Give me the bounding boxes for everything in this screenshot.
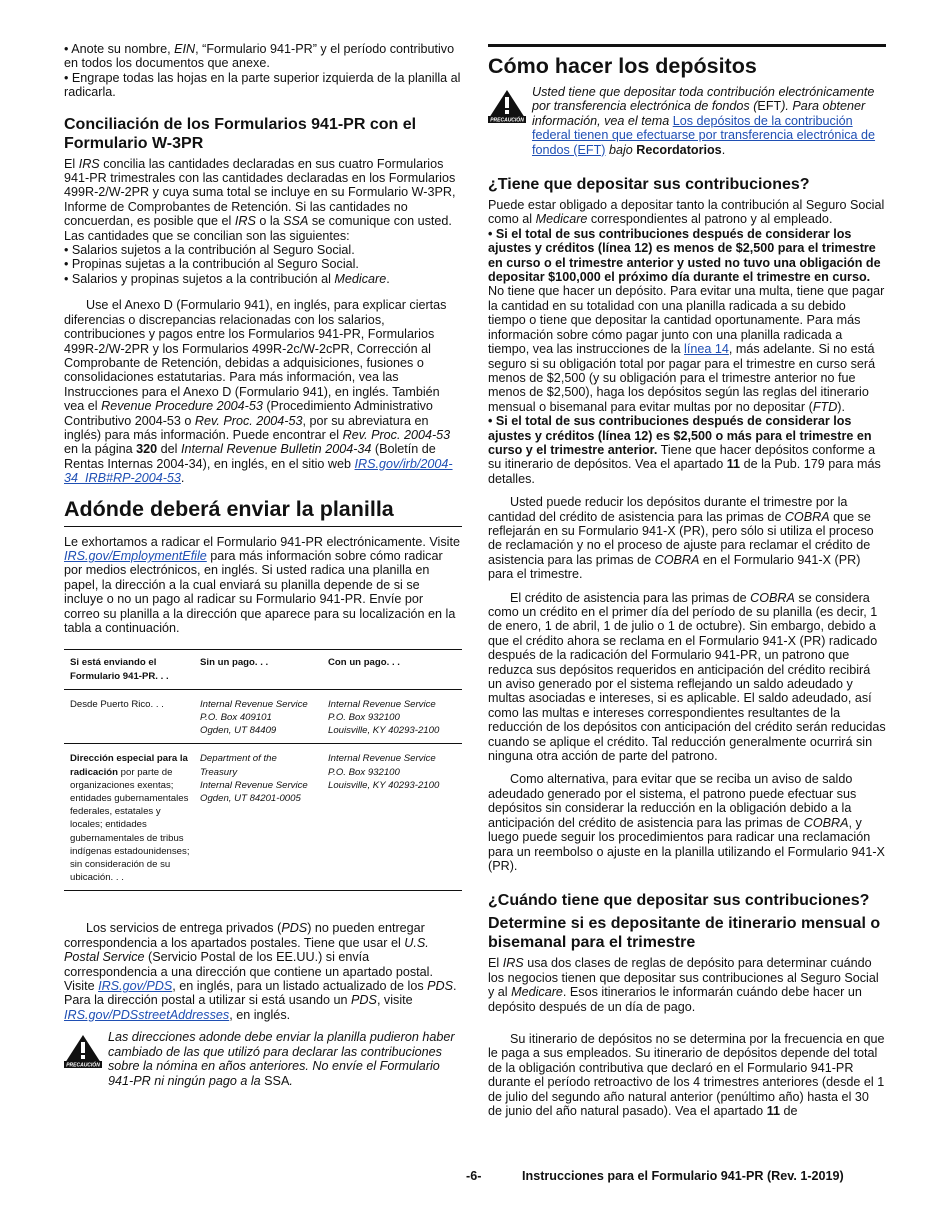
paragraph-adonde: Le exhortamos a radicar el Formulario 941-PR electrónicamente. Visite IRS.gov/EmploymentEfile para más información sobre cómo radicar por medios electrónicos, en inglés. Si usted radica una planilla en papel, la dirección a la cual enviará su planilla depende de si se incluye o no un pago al radicar su Formulario 941-PR. Envíe por correo su planilla a la dirección que aparece para su localización en la tabla a continuación. bbox=[64, 534, 460, 635]
heading-conciliacion: Conciliación de los Formularios 941-PR con el Formulario W-3PR bbox=[64, 115, 417, 152]
paragraph-pds: Los servicios de entrega privados (PDS) no pueden entregar correspondencia a los apartados postales. Tiene que usar el U.S. Postal Service (Servicio Postal de los EE.UU.) si envía correspondencia a una dirección que contiene un apartado postal. Visite IRS.gov/PDS, en inglés, para un listado actualizado de los PDS. Para la dirección postal a utilizar si está usando un PDS, visite IRS.gov/PDSstreetAddresses, en inglés. bbox=[64, 921, 457, 1022]
bullet-propinas: • Propinas sujetas a la contribución al Seguro Social. bbox=[64, 257, 359, 272]
paragraph-cobra-alternativa: Como alternativa, para evitar que se reciba un aviso de saldo adeudado generado por el sistema, el patrono puede efectuar sus depósitos sin considerar la reducción en la obligación debido a la anticipación del crédito de asistencia para las primas de COBRA, y luego puede seguir los procedimientos para radicar una reclamación para un reembolso o ajuste en la planilla utilizando el Formulario 941-X (PR). bbox=[488, 772, 885, 873]
bullet-salarios: • Salarios sujetos a la contribución al Seguro Social. bbox=[64, 243, 355, 258]
heading-determine-itinerario: Determine si es depositante de itinerario mensual o bisemanal para el trimestre bbox=[488, 915, 881, 952]
link-pds[interactable]: IRS.gov/PDS bbox=[98, 979, 173, 994]
cell-location: Dirección especial para la radicación por parte de organizaciones exentas; entidades gubernamentales federales, estatales y locales; entidades gubernamentales de tribus indígenas estadounidenses; sin consideración de su ubicación. . . bbox=[64, 744, 194, 891]
bullet-staple: • Engrape todas las hojas en la parte superior izquierda de la planilla al radicarla. bbox=[64, 70, 461, 100]
cell-location: Desde Puerto Rico. . . bbox=[64, 689, 194, 744]
table-header-with-payment: Con un pago. . . bbox=[322, 650, 462, 689]
caution-icon bbox=[64, 1034, 102, 1068]
paragraph-itinerario: Su itinerario de depósitos no se determina por la frecuencia en que le paga a sus empleados. Su itinerario de depósitos depende del total de la obligación contributiva que declaró en el Formulario 941-PR durante el período retroactivo de los 4 trimestres anteriores (desde el 1 de julio del segundo año natural anterior (penúltimo año) hasta el 30 de junio del año natural pasado). Vea el apartado 11 de bbox=[488, 1031, 885, 1118]
page-number: -6- bbox=[466, 1169, 482, 1183]
caution-icon-label: PRECAUCIÓN bbox=[66, 1062, 100, 1069]
paragraph-conciliacion: El IRS concilia las cantidades declaradas en sus cuatro Formularios 941-PR trimestrales con las cantidades declaradas en los Formularios 499R-2/W-2PR y cuya suma total se incluye en su Formulario W-3PR, Informe de Comprobantes de Retención. Si las cantidades no concuerdan, es posible que el IRS o la SSA se comunique con usted. Las cantidades que se concilian son las siguientes: bbox=[64, 156, 456, 243]
bullet-2500-o-mas: • Si el total de sus contribuciones después de considerar los ajustes y créditos (línea 12) es $2,500 o más para el trimestre en curso y el trimestre anterior. Tiene que hacer depósitos conforme a su itinerario de depósitos. Vea el apartado 11 de la Pub. 179 para más detalles. bbox=[488, 414, 881, 486]
bullet-salarios-propinas: • Salarios y propinas sujetos a la contribución al Medicare. bbox=[64, 271, 390, 286]
cell-address-with-payment: Internal Revenue Service P.O. Box 932100 Louisville, KY 40293-2100 bbox=[322, 689, 462, 744]
link-eft-recordatorios[interactable]: Los depósitos de la contribución federal tienen que efectuarse por transferencia electrónica de fondos (EFT) bbox=[532, 113, 876, 157]
table-row bbox=[64, 744, 462, 891]
paragraph-reglas-deposito: El IRS usa dos clases de reglas de depósito para determinar cuándo los negocios tienen que depositar sus contribuciones al Seguro Social y al Medicare. Esos itinerarios le informarán cuándo debe hacer un depósito después de un día de pago. bbox=[488, 956, 879, 1014]
caution-icon bbox=[488, 89, 526, 123]
heading-cuando-depositar: ¿Cuándo tiene que depositar sus contribuciones? bbox=[488, 892, 870, 910]
caution-icon-label: PRECAUCIÓN bbox=[490, 117, 524, 123]
right-column bbox=[488, 44, 886, 1118]
caution-note-addresses: PRECAUCIÓN Las direcciones adonde debe enviar la planilla pudieron haber cambiado de las que utilizó para declarar las contribuciones sobre la nómina en años anteriores. No envíe el Formulario 941-PR ni ningún pago a la SSA. bbox=[64, 1030, 462, 1088]
paragraph-cobra-credito: El crédito de asistencia para las primas de COBRA se considera como un crédito en el primer día del período de su planilla (es decir, 1 de enero, 1 de abril, 1 de julio o 1 de octubre). Sin embargo, debido a que el crédito ahora se reclama en el Formulario 941-X (PR) radicado después de la radicación del Formulario 941-PR, un patrono que reduzca sus depósitos requeridos en anticipación del crédito recibirá un aviso generado por el sistema reflejando un saldo adeudado y multas asociadas e intereses, si es aplicable. El saldo adeudado, así como las multas e intereses correspondientes resultantes de la reducción de los depósitos con anticipación del crédito serán reducidas cuando se aplique el crédito. Tal reducción generalmente ocurrirá sin ninguna otra acción de parte del patrono. bbox=[488, 590, 886, 764]
heading-como-depositos: Cómo hacer los depósitos bbox=[488, 44, 886, 83]
cell-address-no-payment: Internal Revenue Service P.O. Box 409101 Ogden, UT 84409 bbox=[194, 689, 322, 744]
bullet-menos-2500: • Si el total de sus contribuciones después de considerar los ajustes y créditos (línea 12) es menos de $2,500 para el trimestre en curso o el trimestre anterior y usted no tuvo una obligación de depositar $100,000 el próximo día durante el trimestre en curso. No tiene que hacer un depósito. Para evitar una multa, tiene que pagar la cantidad en su totalidad con una planilla radicada a su debido tiempo o tiene que depositar la cantidad oportunamente. Para más información sobre cómo pagar junto con una planilla radicada a tiempo, vea las instrucciones de la línea 14, más adelante. Si no está seguro si su obligación total por pagar para el trimestre en curso será menos de $2,500 (y su obligación para el trimestre anterior no fue menos de $2,500), haga los depósitos según las reglas del itinerario mensual o bisemanal para evitar multas por no depositar (FTD). bbox=[488, 226, 885, 414]
link-linea-14[interactable]: línea 14 bbox=[684, 342, 729, 357]
paragraph-anexo-d: Use el Anexo D (Formulario 941), en inglés, para explicar ciertas diferencias o discrepancias relacionadas con los salarios, contribuciones y pagos entre los Formularios 941-PR, Formularios 499R-2/W-2PR y los Formularios 499R-2c/W-2cPR, Corrección al Comprobante de Retención, debidas a adquisiciones, fusiones o consolidaciones estatutarias. Para más información, vea las Instrucciones para el Anexo D (Formulario 941), en inglés. También vea el Revenue Procedure 2004-53 (Procedimiento Administrativo Contributivo 2004-53 o Rev. Proc. 2004-53, por su abreviatura en inglés) para más información. Puede encontrar el Rev. Proc. 2004-53 en la página 320 del Internal Revenue Bulletin 2004-34 (Boletín de Rentas Internas 2004-34), en inglés, en el sitio web IRS.gov/irb/2004-34_IRB#RP-2004-53. bbox=[64, 298, 453, 486]
left-column bbox=[64, 42, 462, 1088]
paragraph-tiene-depositar: Puede estar obligado a depositar tanto la contribución al Seguro Social como al Medicare correspondientes al patrono y al empleado. bbox=[488, 198, 885, 227]
footer-title: Instrucciones para el Formulario 941-PR (Rev. 1-2019) bbox=[522, 1169, 844, 1183]
cell-address-with-payment: Internal Revenue Service P.O. Box 932100 Louisville, KY 40293-2100 bbox=[322, 744, 462, 891]
link-pds-street-addresses[interactable]: IRS.gov/PDSstreetAddresses bbox=[64, 1007, 230, 1022]
heading-tiene-depositar: ¿Tiene que depositar sus contribuciones? bbox=[488, 176, 810, 194]
caution-note-eft: PRECAUCIÓN Usted tiene que depositar toda contribución electrónicamente por transferencia electrónica de fondos (EFT). Para obtener información, vea el tema Los depósitos de la contribución federal tienen que efectuarse por transferencia electrónica de fondos (EFT) bajo Recordatorios. bbox=[488, 85, 886, 157]
link-employment-efile[interactable]: IRS.gov/EmploymentEfile bbox=[64, 548, 207, 563]
table-header-location: Si está enviando el Formulario 941-PR. . . bbox=[64, 650, 194, 689]
heading-adonde: Adónde deberá enviar la planilla bbox=[64, 492, 462, 527]
bullet-name-ein: • Anote su nombre, EIN, “Formulario 941-PR” y el período contributivo en todos los documentos que anexe. bbox=[64, 42, 455, 71]
link-irb-2004-34[interactable]: IRS.gov/irb/2004-34_IRB#RP-2004-53 bbox=[64, 456, 453, 486]
address-table bbox=[64, 649, 462, 891]
paragraph-cobra-reduccion: Usted puede reducir los depósitos durante el trimestre por la cantidad del crédito de asistencia para las primas de COBRA que se reflejarán en su Formulario 941-X (PR), pero sólo si utiliza el proceso de reclamación y no el proceso de ajuste para reclamar el crédito de asistencia para las primas de COBRA en el Formulario 941-X (PR) para el trimestre. bbox=[488, 495, 874, 582]
cell-address-no-payment: Department of the Treasury Internal Revenue Service Ogden, UT 84201-0005 bbox=[194, 744, 322, 891]
table-row bbox=[64, 689, 462, 744]
table-header-no-payment: Sin un pago. . . bbox=[194, 650, 322, 689]
